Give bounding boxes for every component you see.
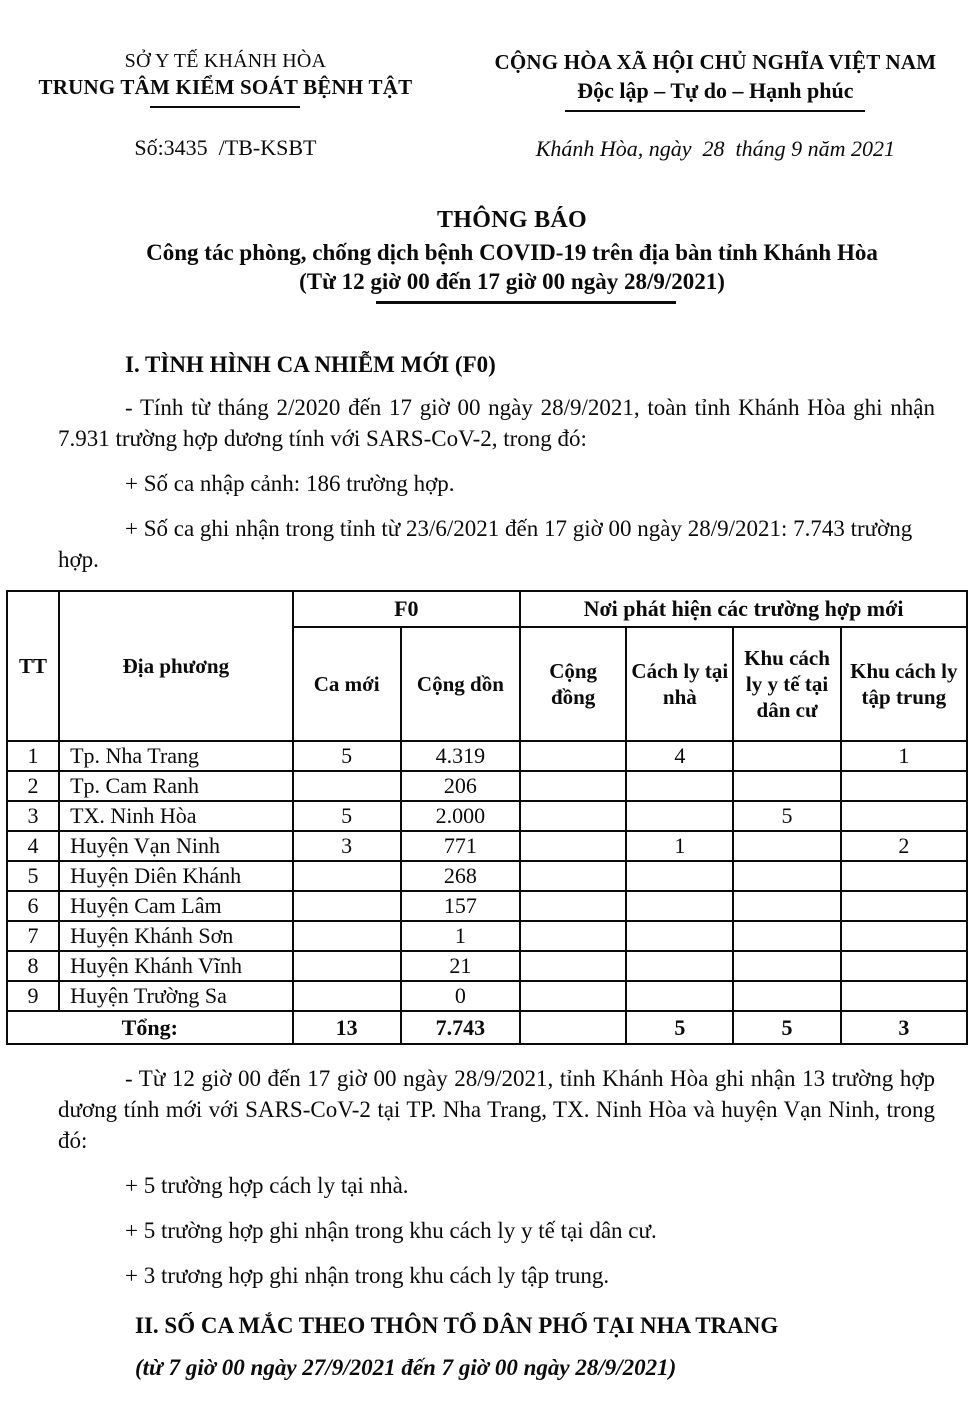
cell-cong-dong [520, 771, 626, 801]
section1-heading: I. TÌNH HÌNH CA NHIỄM MỚI (F0) [125, 352, 496, 377]
section1b-bullet: + 5 trường hợp cách ly tại nhà. [125, 1173, 409, 1198]
covid-cases-table [6, 590, 968, 1045]
cell-khu-y-te [733, 951, 840, 981]
cell-tt: 1 [7, 741, 59, 771]
cell-cach-ly-tai-nha: 4 [626, 741, 733, 771]
national-motto-block [451, 50, 980, 162]
document-number: Số:3435 /TB-KSBT [134, 135, 317, 160]
cell-cach-ly-tai-nha [626, 981, 733, 1011]
cell-khu-tap-trung: 1 [841, 741, 967, 771]
cell-ca-moi: 5 [293, 741, 401, 771]
cell-ca-moi: 3 [293, 831, 401, 861]
cell-khu-tap-trung [841, 891, 967, 921]
org-underline [150, 106, 300, 108]
cell-cong-don: 268 [401, 861, 520, 891]
cell-cong-don: 21 [401, 951, 520, 981]
cell-cong-don: 2.000 [401, 801, 520, 831]
section1b-paragraph: - Từ 12 giờ 00 đến 17 giờ 00 ngày 28/9/2021, tỉnh Khánh Hòa ghi nhận 13 trường hợp dương tính mới với SARS-CoV-2 tại TP. Nha Trang, TX. Ninh Hòa và huyện Vạn Ninh, trong đó: [58, 1066, 935, 1153]
table-row [7, 981, 967, 1011]
org-name: TRUNG TÂM KIỂM SOÁT BỆNH TẬT [38, 75, 413, 99]
cell-cong-don: 157 [401, 891, 520, 921]
section2-subheading: (từ 7 giờ 00 ngày 27/9/2021 đến 7 giờ 00 ngày 28/9/2021) [135, 1355, 677, 1380]
cell-cong-don: 0 [401, 981, 520, 1011]
cell-cong-dong [520, 981, 626, 1011]
total-cong-dong [520, 1011, 626, 1044]
section1-bullet: + Số ca nhập cảnh: 186 trường hợp. [125, 471, 455, 496]
col-header-cach-ly-tai-nha: Cách ly tại nhà [626, 627, 733, 741]
table-row [7, 891, 967, 921]
document-subtitle: Công tác phòng, chống dịch bệnh COVID-19 trên địa bàn tỉnh Khánh Hòa [146, 240, 878, 265]
place-date-line: Khánh Hòa, ngày 28 tháng 9 năm 2021 [535, 136, 896, 161]
table-body [7, 741, 967, 1011]
col-header-khu-tap-trung: Khu cách ly tập trung [841, 627, 967, 741]
table-row [7, 861, 967, 891]
col-header-dia-phuong: Địa phương [59, 591, 292, 741]
cell-cach-ly-tai-nha [626, 801, 733, 831]
cell-khu-tap-trung: 2 [841, 831, 967, 861]
cell-dia-phuong: Huyện Khánh Vĩnh [59, 951, 292, 981]
cell-ca-moi: 5 [293, 801, 401, 831]
section2-heading: II. SỐ CA MẮC THEO THÔN TỔ DÂN PHỐ TẠI NHA TRANG [135, 1313, 779, 1338]
cell-khu-y-te: 5 [733, 801, 840, 831]
national-motto: Độc lập – Tự do – Hạnh phúc [577, 78, 854, 103]
col-group-noi-phat-hien: Nơi phát hiện các trường hợp mới [520, 591, 967, 627]
total-cong-don: 7.743 [401, 1011, 520, 1044]
cell-tt: 8 [7, 951, 59, 981]
col-header-ca-moi: Ca mới [293, 627, 401, 741]
table-row [7, 951, 967, 981]
col-header-cong-don: Cộng dồn [401, 627, 520, 741]
col-header-cong-dong: Cộng đồng [520, 627, 626, 741]
section1-bullet: + Số ca ghi nhận trong tỉnh từ 23/6/2021 đến 17 giờ 00 ngày 28/9/2021: 7.743 trường hợp. [58, 516, 913, 572]
section1-paragraph: - Tính từ tháng 2/2020 đến 17 giờ 00 ngày 28/9/2021, toàn tỉnh Khánh Hòa ghi nhận 7.931 trường hợp dương tính với SARS-CoV-2, trong đó: [58, 395, 935, 451]
cell-cong-dong [520, 741, 626, 771]
cell-cong-dong [520, 921, 626, 951]
cell-khu-y-te [733, 891, 840, 921]
cell-cong-don: 206 [401, 771, 520, 801]
cell-cach-ly-tai-nha [626, 891, 733, 921]
cell-dia-phuong: TX. Ninh Hòa [59, 801, 292, 831]
table-row [7, 831, 967, 861]
cell-dia-phuong: Tp. Nha Trang [59, 741, 292, 771]
total-khu-tap-trung: 3 [841, 1011, 967, 1044]
table-row [7, 801, 967, 831]
cell-tt: 6 [7, 891, 59, 921]
cell-cong-dong [520, 951, 626, 981]
cell-cong-dong [520, 801, 626, 831]
cell-dia-phuong: Huyện Khánh Sơn [59, 921, 292, 951]
cell-tt: 3 [7, 801, 59, 831]
document-header [0, 50, 980, 162]
cell-tt: 9 [7, 981, 59, 1011]
section1b-bullet: + 3 trương hợp ghi nhận trong khu cách ly tập trung. [125, 1263, 610, 1288]
cell-khu-y-te [733, 921, 840, 951]
document-title: THÔNG BÁO [436, 207, 588, 233]
total-cach-ly-tai-nha: 5 [626, 1011, 733, 1044]
cell-cach-ly-tai-nha [626, 921, 733, 951]
document-time-range: (Từ 12 giờ 00 đến 17 giờ 00 ngày 28/9/2021) [299, 269, 725, 294]
org-parent-name: SỞ Y TẾ KHÁNH HÒA [124, 50, 327, 72]
cell-khu-y-te [733, 771, 840, 801]
cell-ca-moi [293, 861, 401, 891]
cell-ca-moi [293, 981, 401, 1011]
motto-underline [565, 110, 865, 112]
cell-cach-ly-tai-nha [626, 951, 733, 981]
cell-tt: 2 [7, 771, 59, 801]
total-ca-moi: 13 [293, 1011, 401, 1044]
table-row [7, 921, 967, 951]
cell-khu-tap-trung [841, 981, 967, 1011]
cell-cong-dong [520, 831, 626, 861]
cell-dia-phuong: Tp. Cam Ranh [59, 771, 292, 801]
cell-ca-moi [293, 891, 401, 921]
col-group-f0: F0 [293, 591, 520, 627]
cell-dia-phuong: Huyện Vạn Ninh [59, 831, 292, 861]
cell-khu-y-te [733, 831, 840, 861]
cell-khu-tap-trung [841, 801, 967, 831]
cell-khu-y-te [733, 861, 840, 891]
cell-dia-phuong: Huyện Cam Lâm [59, 891, 292, 921]
cell-cach-ly-tai-nha [626, 771, 733, 801]
document-title-block [22, 207, 980, 304]
cell-ca-moi [293, 921, 401, 951]
cell-cong-don: 4.319 [401, 741, 520, 771]
col-header-tt: TT [7, 591, 59, 741]
cell-cong-don: 1 [401, 921, 520, 951]
cell-khu-tap-trung [841, 771, 967, 801]
total-label: Tổng: [7, 1011, 293, 1044]
cell-cach-ly-tai-nha: 1 [626, 831, 733, 861]
title-underline [376, 301, 676, 304]
cell-khu-tap-trung [841, 921, 967, 951]
cell-khu-tap-trung [841, 861, 967, 891]
table-row [7, 741, 967, 771]
cell-dia-phuong: Huyện Trường Sa [59, 981, 292, 1011]
cell-cong-don: 771 [401, 831, 520, 861]
total-row [7, 1011, 967, 1044]
national-title: CỘNG HÒA XÃ HỘI CHỦ NGHĨA VIỆT NAM [494, 50, 937, 74]
cell-cong-dong [520, 861, 626, 891]
cell-cach-ly-tai-nha [626, 861, 733, 891]
cell-dia-phuong: Huyện Diên Khánh [59, 861, 292, 891]
cell-tt: 5 [7, 861, 59, 891]
cell-cong-dong [520, 891, 626, 921]
col-header-khu-y-te: Khu cách ly y tế tại dân cư [733, 627, 840, 741]
cell-khu-tap-trung [841, 951, 967, 981]
section1b-bullet: + 5 trường hợp ghi nhận trong khu cách ly y tế tại dân cư. [125, 1218, 657, 1243]
total-khu-y-te: 5 [733, 1011, 840, 1044]
cell-khu-y-te [733, 981, 840, 1011]
cell-ca-moi [293, 771, 401, 801]
cell-khu-y-te [733, 741, 840, 771]
cell-tt: 4 [7, 831, 59, 861]
table-header [7, 591, 967, 741]
issuing-org-block [0, 50, 451, 162]
table-row [7, 771, 967, 801]
cell-ca-moi [293, 951, 401, 981]
cell-tt: 7 [7, 921, 59, 951]
